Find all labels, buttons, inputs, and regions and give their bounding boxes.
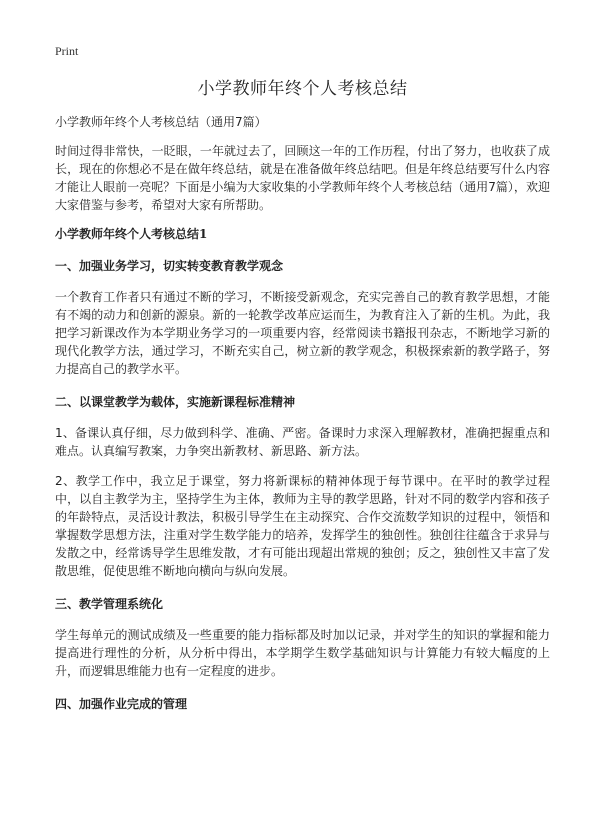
- section-heading-4: 四、加强作业完成的管理: [55, 697, 188, 711]
- print-link[interactable]: Print: [55, 44, 79, 58]
- section-1-paragraph-1: 一个教育工作者只有通过不断的学习，不断接受新观念，充实完善自己的教育教学思想，才能有不竭的动力和创新的源泉。新的一轮教学改革应运而生，为教育注入了新的生机。为此，我把学习新课改作为本学期业务学习的一项重要内容，经常阅读书籍报刊杂志，不断地学习新的现代化教学方法，通过学习，不断充实自己，树立新的教学观念，积极探索新的教学路子，努力提高自己的教学水平。: [55, 290, 550, 376]
- intro-paragraph: 时间过得非常快，一眨眼，一年就过去了，回顾这一年的工作历程，付出了努力，也收获了成长，现在的你想必不是在做年终总结，就是在准备做年终总结吧。但是年终总结要写什么内容才能让人眼前一亮呢？下面是小编为大家收集的小学教师年终个人考核总结（通用7篇），欢迎大家借鉴与参考，希望对大家有所帮助。: [55, 144, 550, 212]
- section-3-paragraph-1: 学生每单元的测试成绩及一些重要的能力指标都及时加以记录，并对学生的知识的掌握和能力提高进行理性的分析，从分析中得出，本学期学生数学基础知识与计算能力有较大幅度的上升，而逻辑思维能力也有一定程度的进步。: [55, 628, 550, 678]
- section-heading-3: 三、教学管理系统化: [55, 597, 164, 611]
- section-2-paragraph-2: 2、教学工作中，我立足于课堂，努力将新课标的精神体现于每节课中。在平时的教学过程中，以自主教学为主，坚持学生为主体，教师为主导的教学思路，针对不同的数学内容和孩子的年龄特点，灵活设计教法，积极引导学生在主动探究、合作交流数学知识的过程中，领悟和掌握数学思想方法，注重对学生数学能力的培养，发挥学生的独创性。独创往往蕴含于求异与发散之中，经常诱导学生思维发散，才有可能出现超出常规的独创；反之，独创性又丰富了发散思维，促使思维不断地向横向与纵向发展。: [55, 474, 550, 578]
- subtitle: 小学教师年终个人考核总结（通用7篇）: [55, 115, 267, 129]
- section-2-paragraph-1: 1、备课认真仔细，尽力做到科学、准确、严密。备课时力求深入理解教材，准确把握重点和难点。认真编写教案，力争突出新教材、新思路、新方法。: [55, 426, 550, 458]
- section-heading-2: 二、以课堂教学为载体，实施新课程标准精神: [55, 395, 296, 409]
- section-heading-1: 一、加强业务学习，切实转变教育教学观念: [55, 259, 284, 273]
- page-title: 小学教师年终个人考核总结: [197, 79, 408, 99]
- article-heading-1: 小学教师年终个人考核总结1: [55, 227, 208, 241]
